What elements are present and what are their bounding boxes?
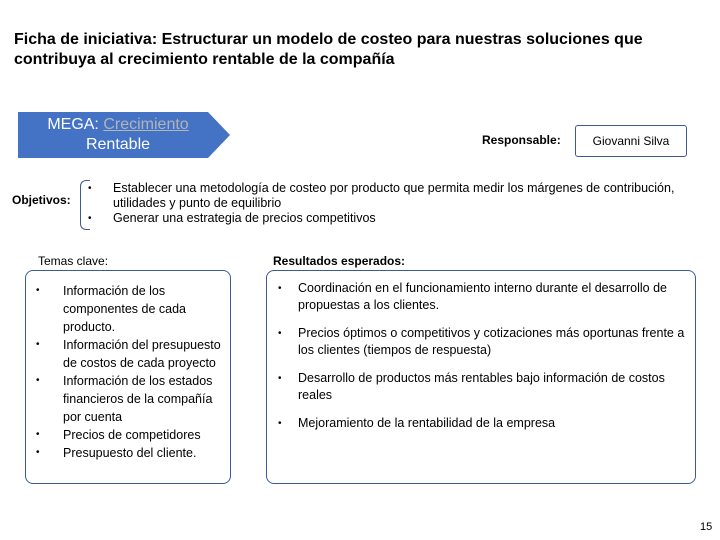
responsable-value: Giovanni Silva	[592, 134, 670, 148]
resultado-item: • Coordinación en el funcionamiento interno durante el desarrollo de propuestas a los clientes.	[278, 280, 688, 314]
tema-item: • Información de los estados financieros de la compañía por cuenta	[36, 372, 226, 426]
tema-item: • Información del presupuesto de costos de cada proyecto	[36, 336, 226, 372]
temas-label: Temas clave:	[38, 254, 109, 268]
temas-list	[36, 282, 226, 462]
tema-item: • Precios de competidores	[36, 426, 226, 444]
resultado-item: • Desarrollo de productos más rentables bajo información de costos reales	[278, 370, 688, 404]
resultados-list	[278, 280, 688, 443]
responsable-box	[575, 125, 687, 157]
resultados-label: Resultados esperados:	[273, 254, 406, 268]
tema-item: • Información de los componentes de cada producto.	[36, 282, 226, 336]
objetivo-item: • Establecer una metodología de costeo por producto que permita medir los márgenes de contribución, utilidades y punto de equilibrio	[88, 181, 688, 211]
objetivos-list	[88, 181, 688, 226]
objetivos-label: Objetivos:	[12, 193, 71, 207]
mega-label: MEGA: Crecimiento Rentable	[47, 116, 189, 153]
mega-link[interactable]: Crecimiento	[103, 116, 189, 133]
page-number: 15	[700, 521, 713, 533]
responsable-label: Responsable:	[482, 133, 561, 147]
mega-arrow	[18, 112, 230, 158]
slide-title: Ficha de iniciativa: Estructurar un modelo de costeo para nuestras soluciones que contribuya al crecimiento rentable de la compañía	[14, 31, 643, 68]
resultado-item: • Mejoramiento de la rentabilidad de la empresa	[278, 415, 688, 432]
resultado-item: • Precios óptimos o competitivos y cotizaciones más oportunas frente a los clientes (tiempos de respuesta)	[278, 325, 688, 359]
tema-item: • Presupuesto del cliente.	[36, 444, 226, 462]
objetivo-item: • Generar una estrategia de precios competitivos	[88, 211, 688, 226]
